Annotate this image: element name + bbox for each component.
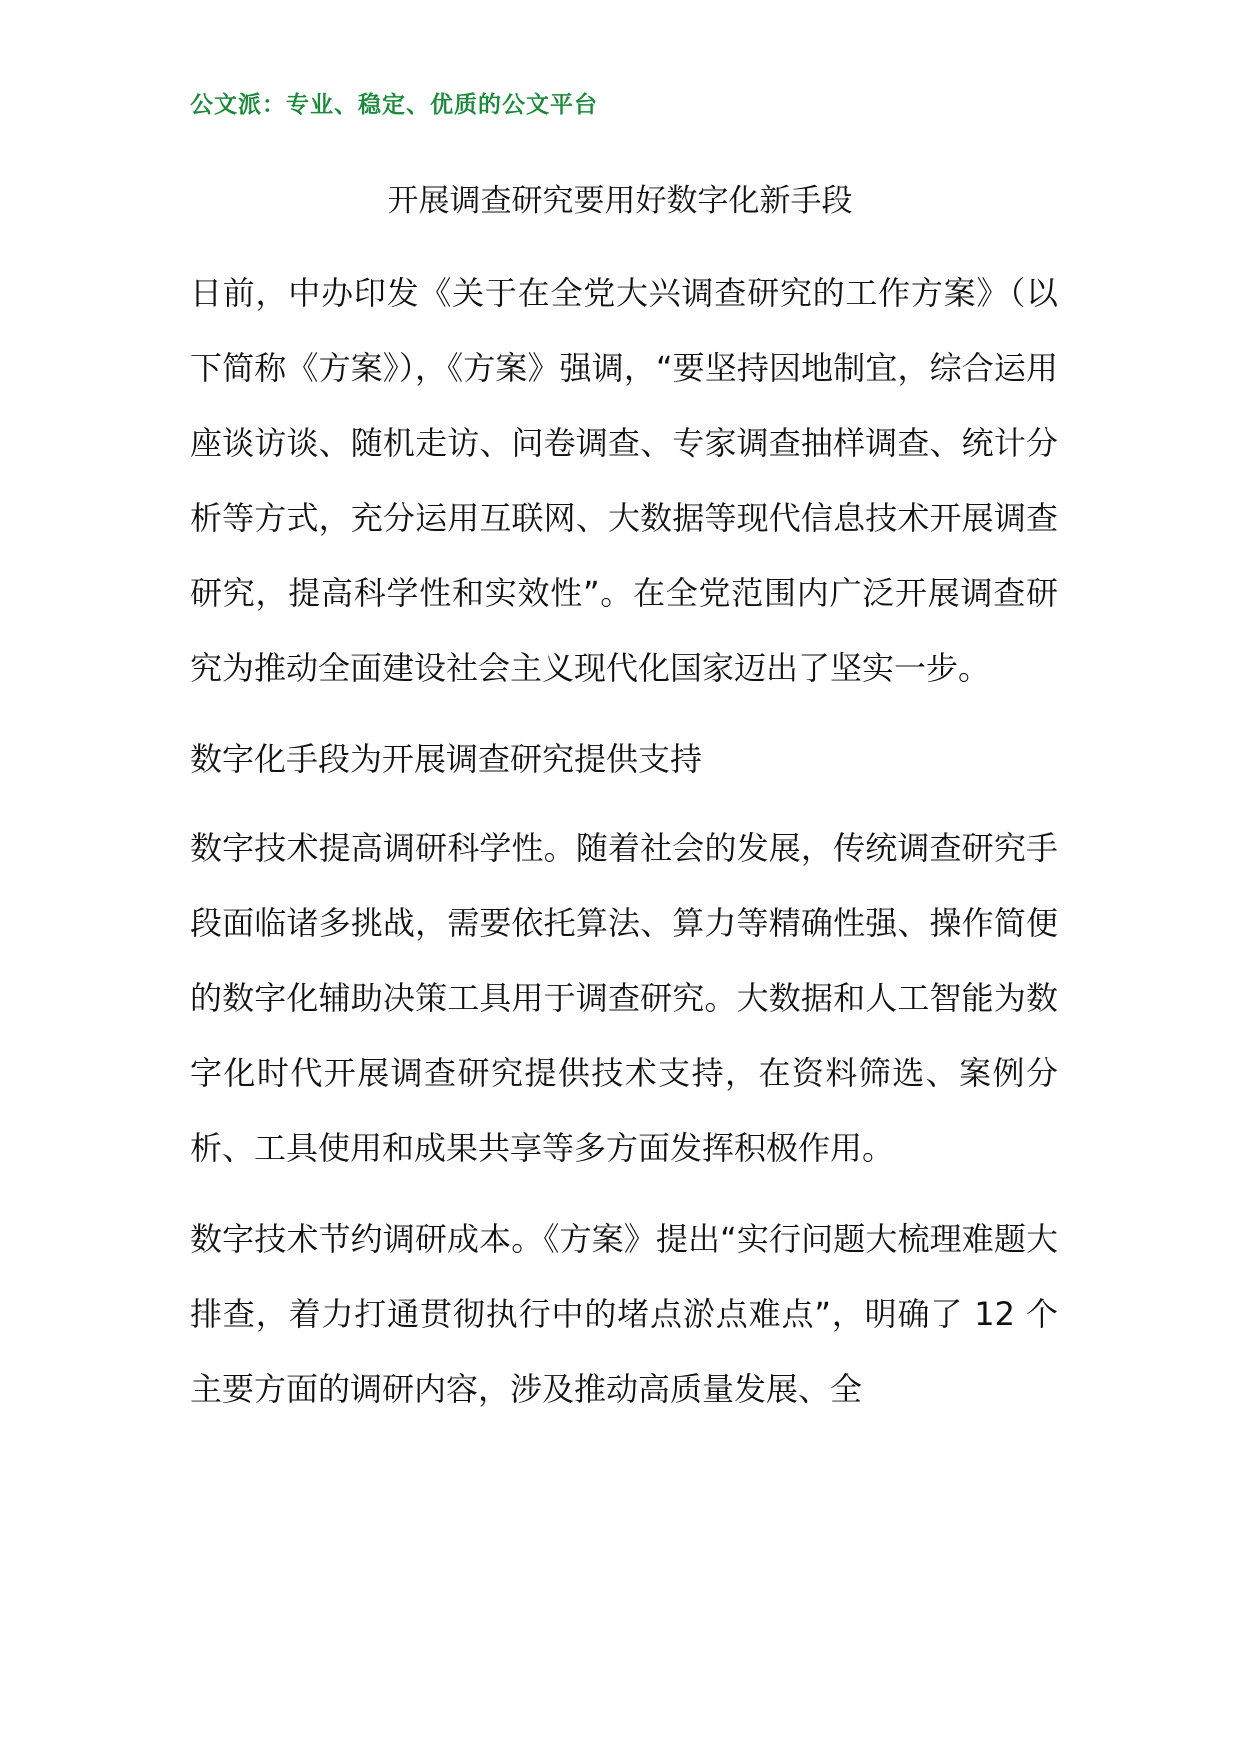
page-title: 开展调查研究要用好数字化新手段 [387, 183, 853, 219]
section-heading: 数字化手段为开展调查研究提供支持 [190, 740, 703, 778]
paragraph-section-2: 数字技术节约调研成本。《方案》提出“实行问题大梳理难题大排查，着力打通贯彻执行中的堵点淤点难点”，明确了 12 个主要方面的调研内容，涉及推动高质量发展、全 [190, 1220, 1058, 1408]
site-banner: 公文派：专业、稳定、优质的公文平台 [190, 92, 598, 118]
paragraph-section-1: 数字技术提高调研科学性。随着社会的发展，传统调查研究手段面临诸多挑战，需要依托算法、算力等精确性强、操作简便的数字化辅助决策工具用于调查研究。大数据和人工智能为数字化时代开展调查研究提供技术支持，在资料筛选、案例分析、工具使用和成果共享等多方面发挥积极作用。 [190, 829, 1058, 1167]
document-body [190, 256, 1058, 1443]
paragraph-intro: 日前，中办印发《关于在全党大兴调查研究的工作方案》（以下简称《方案》），《方案》强调，“要坚持因地制宜，综合运用座谈访谈、随机走访、问卷调查、专家调查抽样调查、统计分析等方式，充分运用互联网、大数据等现代信息技术开展调查研究，提高科学性和实效性”。在全党范围内广泛开展调查研究为推动全面建设社会主义现代化国家迈出了坚实一步。 [190, 274, 1058, 687]
